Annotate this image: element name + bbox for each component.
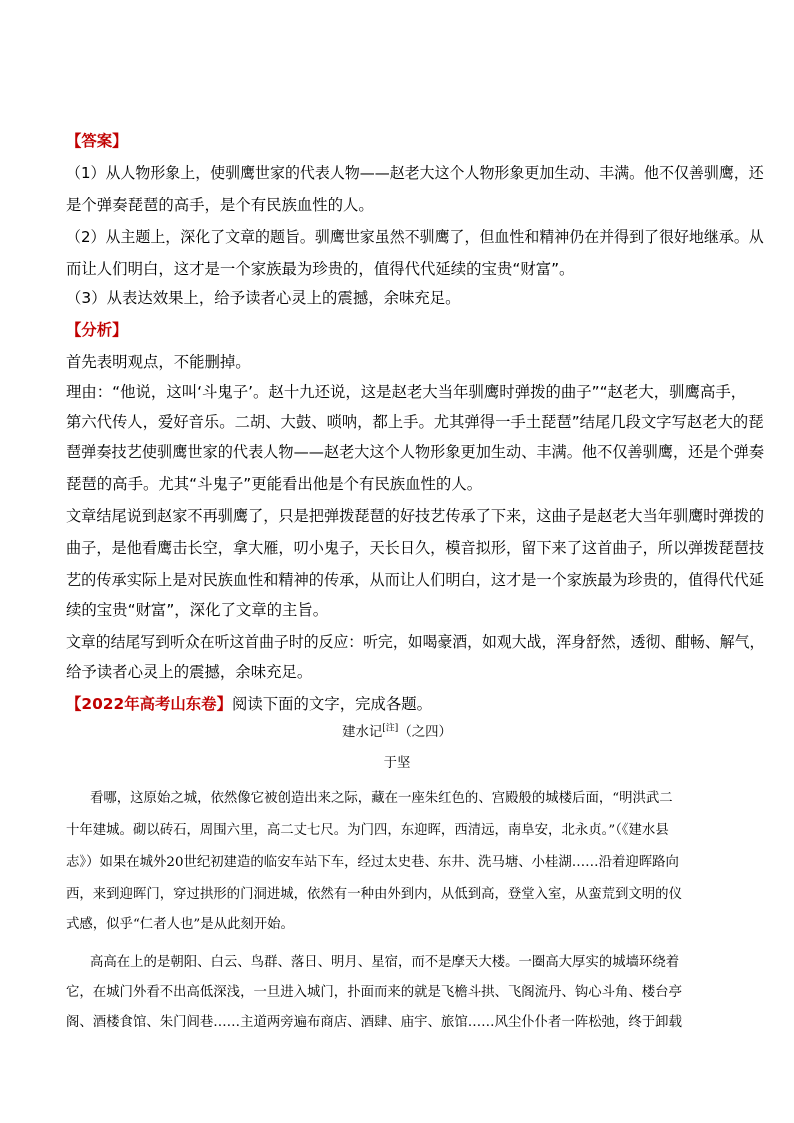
analysis-line: 文章结尾说到赵家不再驯鹰了，只是把弹拨琵琶的好技艺传承了下来，这曲子是赵老大当年驯鹰时弹拨的 <box>66 507 765 525</box>
question-instruction: 阅读下面的文字，完成各题。 <box>231 695 433 713</box>
passage-title <box>0 724 794 742</box>
analysis-line: 理由：“他说，这叫‘斗鬼子’。赵十九还说，这是赵老大当年驯鹰时弹拨的曲子”“赵老大，驯鹰高手， <box>66 383 747 401</box>
passage-line: 式感，似乎“仁者人也”是从此刻开始。 <box>66 917 294 932</box>
passage-line: 它，在城门外看不出高低深浅，一旦进入城门，扑面而来的就是飞檐斗拱、飞阁流丹、钩心斗角、楼台亭 <box>66 985 682 1000</box>
analysis-line: 第六代传人，爱好音乐。二胡、大鼓、唢呐，都上手。尤其弹得一手土琵琶”结尾几段文字写赵老大的琵 <box>66 413 764 431</box>
passage-line: 高高在上的是朝阳、白云、鸟群、落日、明月、星宿，而不是摩天大楼。一圈高大厚实的城墙环绕着 <box>90 955 680 970</box>
analysis-line: 首先表明观点，不能删掉。 <box>66 353 251 371</box>
passage-line: 十年建城。砌以砖石，周围六里，高二丈七尺。为门四，东迎晖，西清远，南阜安，北永贞。”（《建水县 <box>66 823 669 838</box>
passage-author: 于坚 <box>383 756 411 771</box>
analysis-line: 曲子，是他看鹰击长空，拿大雁，叨小鬼子，天长日久，模音拟形，留下来了这首曲子，所以弹拨琵琶技 <box>66 539 765 557</box>
passage-title-note: [注] <box>382 723 399 734</box>
passage-line: 西，来到迎晖门，穿过拱形的门洞进城，依然有一种由外到内，从低到高，登堂入室，从蛮荒到文明的仪 <box>66 887 682 902</box>
analysis-line: 文章的结尾写到听众在听这首曲子时的反应：听完，如喝豪酒，如观大战，浑身舒然，透彻、酣畅、解气， <box>66 633 765 651</box>
answer-line: 而让人们明白，这才是一个家族最为珍贵的，值得代代延续的宝贵“财富”。 <box>66 260 575 278</box>
analysis-heading: 【分析】 <box>66 321 128 339</box>
analysis-line: 续的宝贵“财富”，深化了文章的主旨。 <box>66 601 329 619</box>
exam-source-label: 【2022年高考山东卷】 <box>66 695 232 713</box>
passage-line: 阁、酒楼食馆、朱门闾巷……主道两旁遍布商店、酒肆、庙宇、旅馆……风尘仆仆者一阵松弛，终于卸载 <box>66 1015 682 1030</box>
answer-line: 是个弹奏琵琶的高手，是个有民族血性的人。 <box>66 196 374 214</box>
answer-line: （3）从表达效果上，给予读者心灵上的震撼，余味充足。 <box>66 289 461 307</box>
passage-line: 志》）如果在城外20世纪初建造的临安车站下车，经过太史巷、东井、洗马塘、小桂湖……沿着迎晖路向 <box>66 855 679 870</box>
question-intro <box>66 694 432 714</box>
passage-title-text: 建水记 <box>342 725 383 740</box>
answer-heading: 【答案】 <box>66 132 128 150</box>
analysis-line: 给予读者心灵上的震撼，余味充足。 <box>66 663 313 681</box>
analysis-line: 琶弹奏技艺使驯鹰世家的代表人物——赵老大这个人物形象更加生动、丰满。他不仅善驯鹰，还是个弹奏 <box>66 443 765 461</box>
answer-line: （2）从主题上，深化了文章的题旨。驯鹰世家虽然不驯鹰了，但血性和精神仍在并得到了很好地继承。从 <box>66 228 764 246</box>
answer-line: （1）从人物形象上，使驯鹰世家的代表人物——赵老大这个人物形象更加生动、丰满。他不仅善驯鹰，还 <box>66 164 764 182</box>
analysis-line: 艺的传承实际上是对民族血性和精神的传承，从而让人们明白，这才是一个家族最为珍贵的，值得代代延 <box>66 571 765 589</box>
passage-title-suffix: （之四） <box>398 725 452 740</box>
analysis-line: 琵琶的高手。尤其“斗鬼子”更能看出他是个有民族血性的人。 <box>66 475 483 493</box>
passage-line: 看哪，这原始之城，依然像它被创造出来之际，藏在一座朱红色的、宫殿般的城楼后面，“明洪武二 <box>90 791 673 806</box>
